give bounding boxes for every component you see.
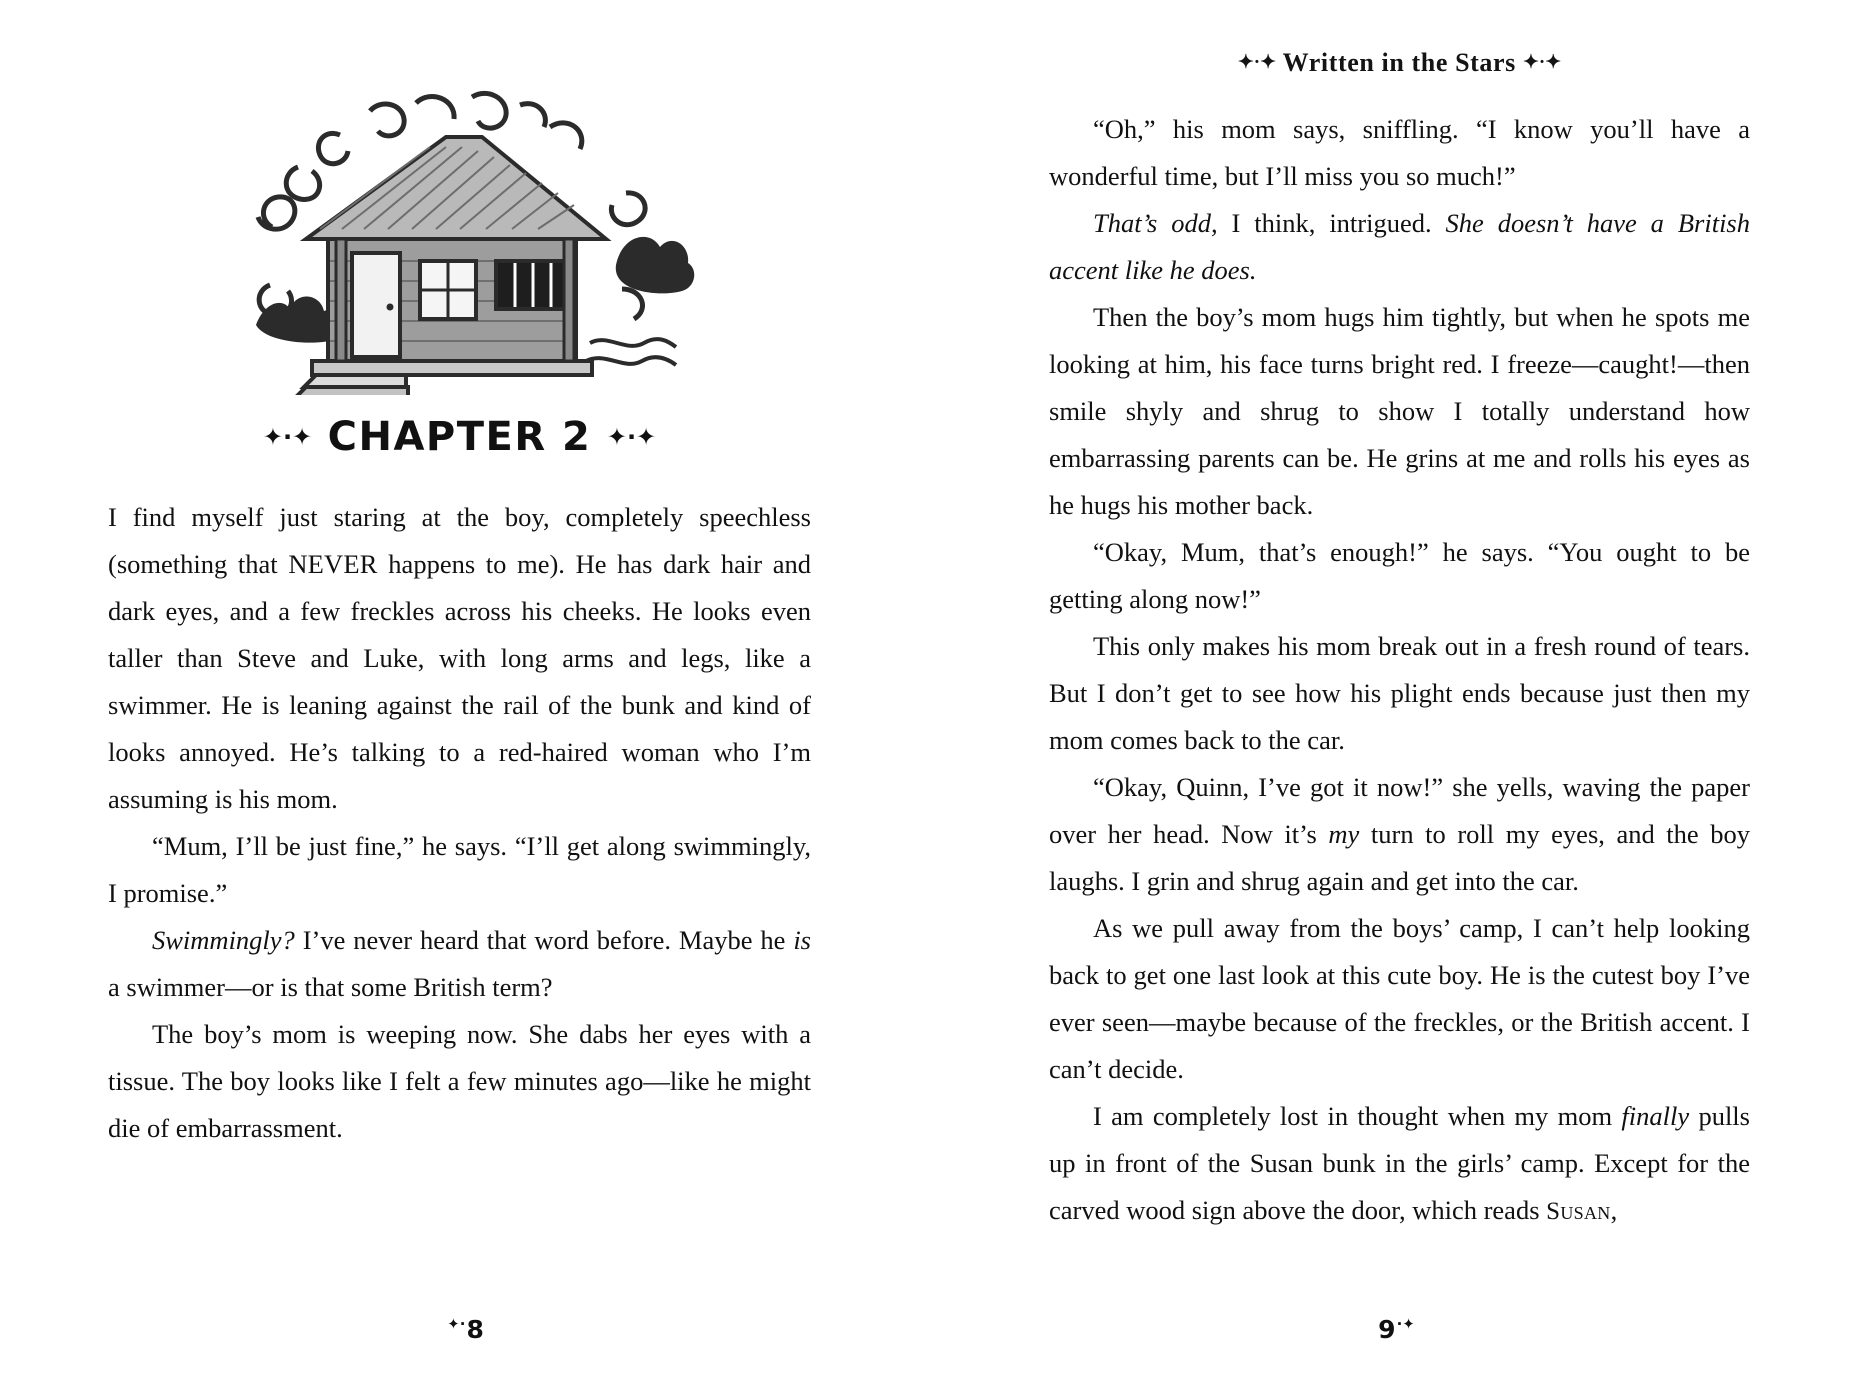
folio-number: 9 [1378,1315,1396,1344]
paragraph: As we pull away from the boys’ camp, I can’t help looking back to get one last look at this cute boy. He is the cutest boy I’ve ever seen—maybe because of the freckles, or the British accent. I can’t decide. [1049,913,1750,1084]
paragraph: “Okay, Quinn, I’ve got it now!” she yells, waving the paper over her head. Now it’s my turn to roll my eyes, and the boy laughs. I grin and shrug again and get into the car. [1049,772,1751,896]
paragraph: I am completely lost in thought when my mom finally pulls up in front of the Susan bunk in the girls’ camp. Except for the carved wood sign above the door, which reads Susan, [1049,1101,1750,1225]
paragraph: That’s odd, I think, intrigued. She doesn’t have a British accent like he does. [1049,208,1750,285]
cabin-house-illustration [220,75,700,395]
chapter-label: CHAPTER 2 [327,414,592,460]
chapter-star-right: ✦·✦ [606,423,657,451]
chapter-illustration [108,70,811,400]
paragraph: I find myself just staring at the boy, completely speechless (something that NEVER happens to me). He has dark hair and dark eyes, and a few freckles across his cheeks. He looks even taller than Steve and Luke, with long arms and legs, like a swimmer. He is leaning against the rail of the bunk and kind of looks annoyed. He’s talking to a red-haired woman who I’m assuming is his mom. [108,502,811,814]
paragraph: Swimmingly? I’ve never heard that word before. Maybe he is a swimmer—or is that some British term? [108,925,811,1002]
right-page-body [1049,106,1750,1235]
chapter-star-left: ✦·✦ [262,423,313,451]
paragraph: This only makes his mom break out in a fresh round of tears. But I don’t get to see how his plight ends because just then my mom comes back to the car. [1049,631,1750,755]
paragraph: “Mum, I’ll be just fine,” he says. “I’ll get along swimmingly, I promise.” [108,831,811,908]
left-page-body [108,494,811,1152]
page-number-right [931,1315,1862,1344]
paragraph: Then the boy’s mom hugs him tightly, but when he spots me looking at him, his face turns bright red. I freeze—caught!—then smile shyly and shrug to show I totally understand how embarrassing parents can be. He grins at me and rolls his eyes as he hugs his mother back. [1049,302,1750,520]
page-number-left [0,1315,931,1344]
running-head-deco-left: ✦·✦ [1237,52,1276,73]
right-page [931,0,1862,1396]
running-head-title: Written in the Stars [1282,48,1516,77]
folio-number: 8 [466,1315,484,1344]
running-head-deco-right: ✦·✦ [1522,52,1562,73]
folio-deco-left: ✦· [447,1315,466,1333]
chapter-heading [108,414,811,460]
running-head [1049,0,1750,78]
paragraph: The boy’s mom is weeping now. She dabs her eyes with a tissue. The boy looks like I felt a few minutes ago—like he might die of embarrassment. [108,1019,811,1143]
paragraph: “Oh,” his mom says, sniffling. “I know you’ll have a wonderful time, but I’ll miss you so much!” [1049,114,1750,191]
folio-deco-right: ·✦ [1396,1315,1415,1333]
paragraph: “Okay, Mum, that’s enough!” he says. “You ought to be getting along now!” [1049,537,1750,614]
